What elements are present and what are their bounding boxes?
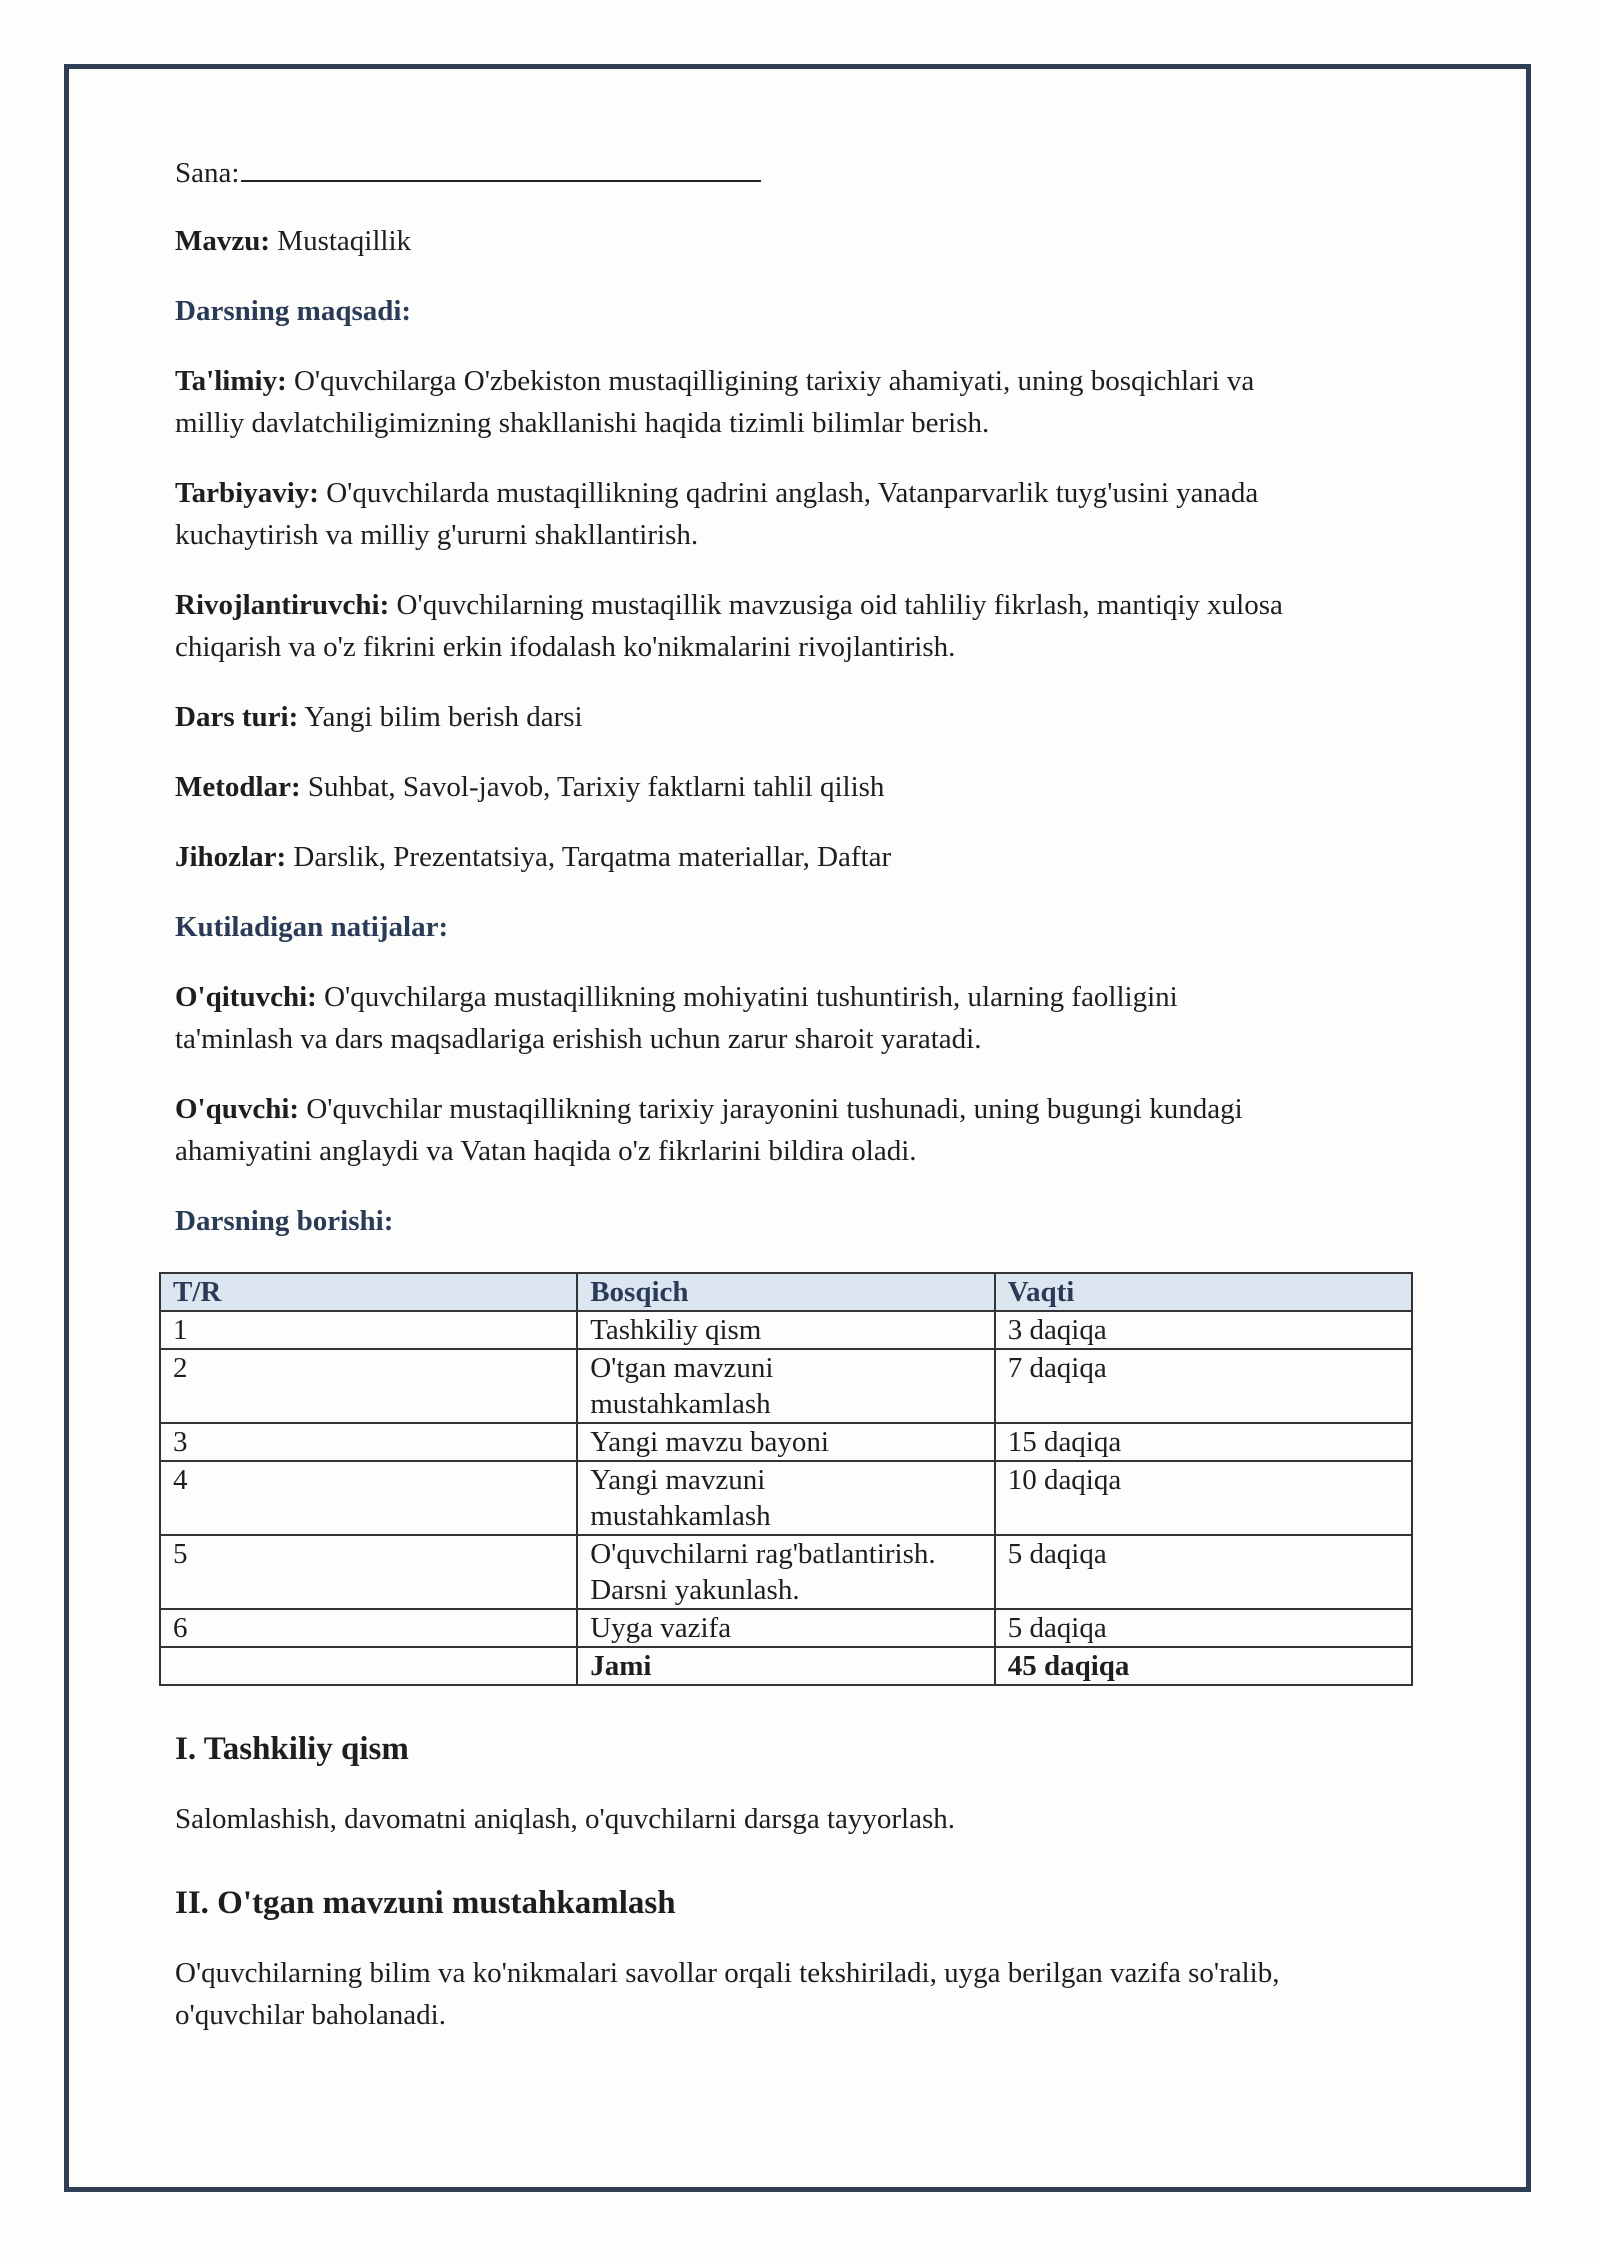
metodlar-line [175,766,884,808]
borishi-heading: Darsning borishi: [175,1205,394,1237]
cell-tr: 5 [160,1535,577,1609]
cell-bosqich: Yangi mavzuni mustahkamlash [577,1461,995,1535]
oqituvchi-line1: O'quvchilarga mustaqillikning mohiyatini tushuntirish, ularning faolligini [324,981,1178,1013]
jihozlar-label: Jihozlar: [175,841,287,873]
cell-bosqich: O'quvchilarni rag'batlantirish. Darsni yakunlash. [577,1535,995,1609]
header-tr: T/R [160,1273,577,1311]
cell-bosqich: O'tgan mavzuni mustahkamlash [577,1349,995,1423]
sana-blank [241,150,761,182]
section1-text: Salomlashish, davomatni aniqlash, o'quvchilarni darsga tayyorlash. [175,1803,956,1835]
sana-label: Sana: [175,157,240,189]
cell-tr: 2 [160,1349,577,1423]
sana-line [175,150,761,192]
total-label: Jami [577,1647,995,1685]
natijalar-heading: Kutiladigan natijalar: [175,911,449,943]
metodlar-label: Metodlar: [175,771,301,803]
lesson-plan-table [159,1272,1413,1686]
mavzu-label: Mavzu: [175,225,271,257]
cell-vaqti: 5 daqiqa [995,1609,1412,1647]
dars-turi-value: Yangi bilim berish darsi [304,701,583,733]
mavzu-line [175,220,411,262]
section2-paragraph [175,1952,1279,2036]
table-row [160,1461,1412,1535]
rivojlantiruvchi-paragraph [175,584,1283,668]
tarbiyaviy-paragraph [175,472,1258,556]
dars-turi-line [175,696,583,738]
cell-vaqti: 10 daqiqa [995,1461,1412,1535]
jihozlar-line [175,836,891,878]
rivojlantiruvchi-line2: chiqarish va o'z fikrini erkin ifodalash ko'nikmalarini rivojlantirish. [175,631,956,663]
cell-empty [160,1647,577,1685]
oqituvchi-paragraph [175,976,1178,1060]
jihozlar-value: Darslik, Prezentatsiya, Tarqatma materiallar, Daftar [293,841,892,873]
cell-vaqti: 15 daqiqa [995,1423,1412,1461]
cell-bosqich: Tashkiliy qism [577,1311,995,1349]
talimiy-paragraph [175,360,1254,444]
cell-bosqich: Yangi mavzu bayoni [577,1423,995,1461]
section2-line1: O'quvchilarning bilim va ko'nikmalari savollar orqali tekshiriladi, uyga berilgan vazifa so'ralib, [175,1957,1280,1989]
tarbiyaviy-line1: O'quvchilarda mustaqillikning qadrini anglash, Vatanparvarlik tuyg'usini yanada [326,477,1259,509]
dars-turi-label: Dars turi: [175,701,299,733]
table-row [160,1609,1412,1647]
maqsad-heading: Darsning maqsadi: [175,295,412,327]
table-row [160,1423,1412,1461]
mavzu-value: Mustaqillik [277,225,412,257]
section2-title: II. O'tgan mavzuni mustahkamlash [175,1885,676,1921]
rivojlantiruvchi-label: Rivojlantiruvchi: [175,589,390,621]
header-vaqti: Vaqti [995,1273,1412,1311]
table-row [160,1349,1412,1423]
total-value: 45 daqiqa [995,1647,1412,1685]
oqituvchi-label: O'qituvchi: [175,981,317,1013]
cell-tr: 1 [160,1311,577,1349]
table-row [160,1311,1412,1349]
cell-tr: 3 [160,1423,577,1461]
cell-bosqich: Uyga vazifa [577,1609,995,1647]
oquvchi-line1: O'quvchilar mustaqillikning tarixiy jarayonini tushunadi, uning bugungi kundagi [306,1093,1243,1125]
section1-title: I. Tashkiliy qism [175,1731,409,1767]
cell-tr: 4 [160,1461,577,1535]
oqituvchi-line2: ta'minlash va dars maqsadlariga erishish uchun zarur sharoit yaratadi. [175,1023,982,1055]
tarbiyaviy-line2: kuchaytirish va milliy g'ururni shakllantirish. [175,519,699,551]
header-bosqich: Bosqich [577,1273,995,1311]
talimiy-line1: O'quvchilarga O'zbekiston mustaqilligining tarixiy ahamiyati, uning bosqichlari va [293,365,1255,397]
cell-vaqti: 7 daqiqa [995,1349,1412,1423]
table-total-row [160,1647,1412,1685]
talimiy-line2: milliy davlatchiligimizning shakllanishi haqida tizimli bilimlar berish. [175,407,990,439]
talimiy-label: Ta'limiy: [175,365,287,397]
table-row [160,1535,1412,1609]
cell-vaqti: 3 daqiqa [995,1311,1412,1349]
oquvchi-paragraph [175,1088,1243,1172]
section2-line2: o'quvchilar baholanadi. [175,1999,446,2031]
rivojlantiruvchi-line1: O'quvchilarning mustaqillik mavzusiga oid tahliliy fikrlash, mantiqiy xulosa [396,589,1283,621]
metodlar-value: Suhbat, Savol-javob, Tarixiy faktlarni tahlil qilish [307,771,885,803]
table-header-row [160,1273,1412,1311]
cell-vaqti: 5 daqiqa [995,1535,1412,1609]
oquvchi-label: O'quvchi: [175,1093,300,1125]
cell-tr: 6 [160,1609,577,1647]
tarbiyaviy-label: Tarbiyaviy: [175,477,319,509]
oquvchi-line2: ahamiyatini anglaydi va Vatan haqida o'z fikrlarini bildira oladi. [175,1135,917,1167]
